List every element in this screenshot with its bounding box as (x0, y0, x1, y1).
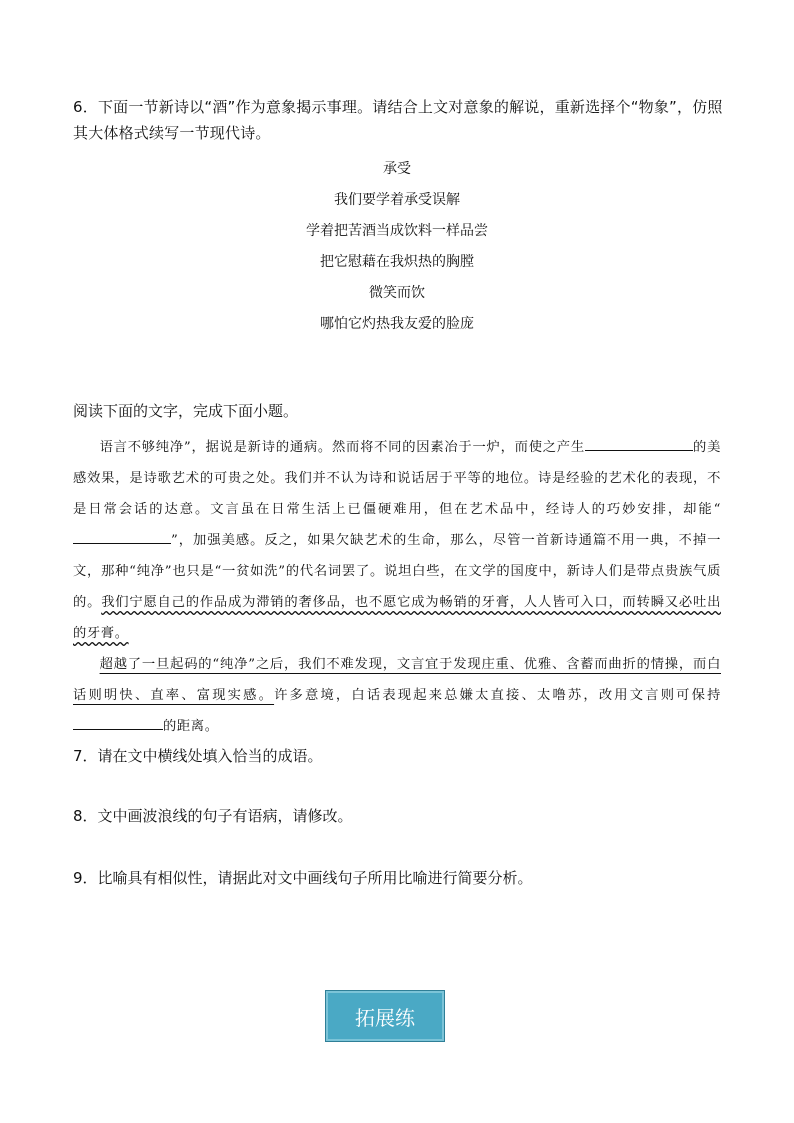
answer-blank (73, 527, 171, 544)
answer-blank (73, 713, 163, 730)
poem-line: 哪怕它灼热我友爱的脸庞 (320, 316, 474, 332)
extension-practice-button[interactable]: 拓展练 (325, 990, 445, 1042)
question-7: 7．请在文中横线处填入恰当的成语。 (73, 747, 323, 765)
wavy-underlined-sentence: 我们宁愿自己的作品成为滞销的奢侈品，也不愿它成为畅销的牙膏，人人皆可入口，而转瞬又必吐出的牙膏。 (73, 595, 721, 641)
paragraph-1 (73, 432, 721, 649)
question-6: 6．下面一节新诗以“酒”作为意象揭示事理。请结合上文对意象的解说，重新选择个“物象”，仿照其大体格式续写一节现代诗。 (73, 98, 723, 142)
poem-line: 我们要学着承受误解 (334, 192, 460, 208)
poem-line: 学着把苦酒当成饮料一样品尝 (306, 223, 488, 239)
poem-title: 承受 (383, 161, 411, 177)
poem-line: 微笑而饮 (369, 285, 425, 301)
question-8: 8．文中画波浪线的句子有语病，请修改。 (73, 807, 353, 825)
text-span: 许多意境，白话表现起来总嫌太直接、太噜苏，改用文言则可保持 (274, 688, 721, 703)
poem-line: 把它慰藉在我炽热的胸膛 (320, 254, 474, 270)
reading-intro: 阅读下面的文字，完成下面小题。 (73, 402, 299, 420)
underlined-sentence: 超越了一旦起码的“纯净”之后，我们不难发现，文言宜于发现庄重、优雅、含蓄而曲折的情操，而白话则明快、直率、富现实感。 (73, 657, 721, 703)
text-span: 语言不够纯净”，据说是新诗的通病。然而将不同的因素冶于一炉，而使之产生 (99, 440, 585, 455)
text-span: ”，加强美感。反之，如果欠缺艺术的生命，那么，尽管一首新诗通篇不用一典，不掉一文，那种“纯净”也只是“一贫如洗”的代名词罢了。说坦白些，在文学的国度中，新诗人们是带点贵族气质的。 (73, 533, 721, 610)
question-9: 9．比喻具有相似性，请据此对文中画线句子所用比喻进行简要分析。 (73, 869, 533, 887)
reading-passage (73, 432, 721, 742)
answer-blank (585, 434, 693, 451)
paragraph-2 (73, 649, 721, 742)
text-span: 的距离。 (163, 719, 219, 734)
text-span: 的美感效果，是诗歌艺术的可贵之处。我们并不认为诗和说话居于平等的地位。诗是经验的艺术化的表现，不是日常会话的达意。文言虽在日常生活上已僵硬难用，但在艺术品中，经诗人的巧妙安排，却能“ (73, 440, 722, 517)
